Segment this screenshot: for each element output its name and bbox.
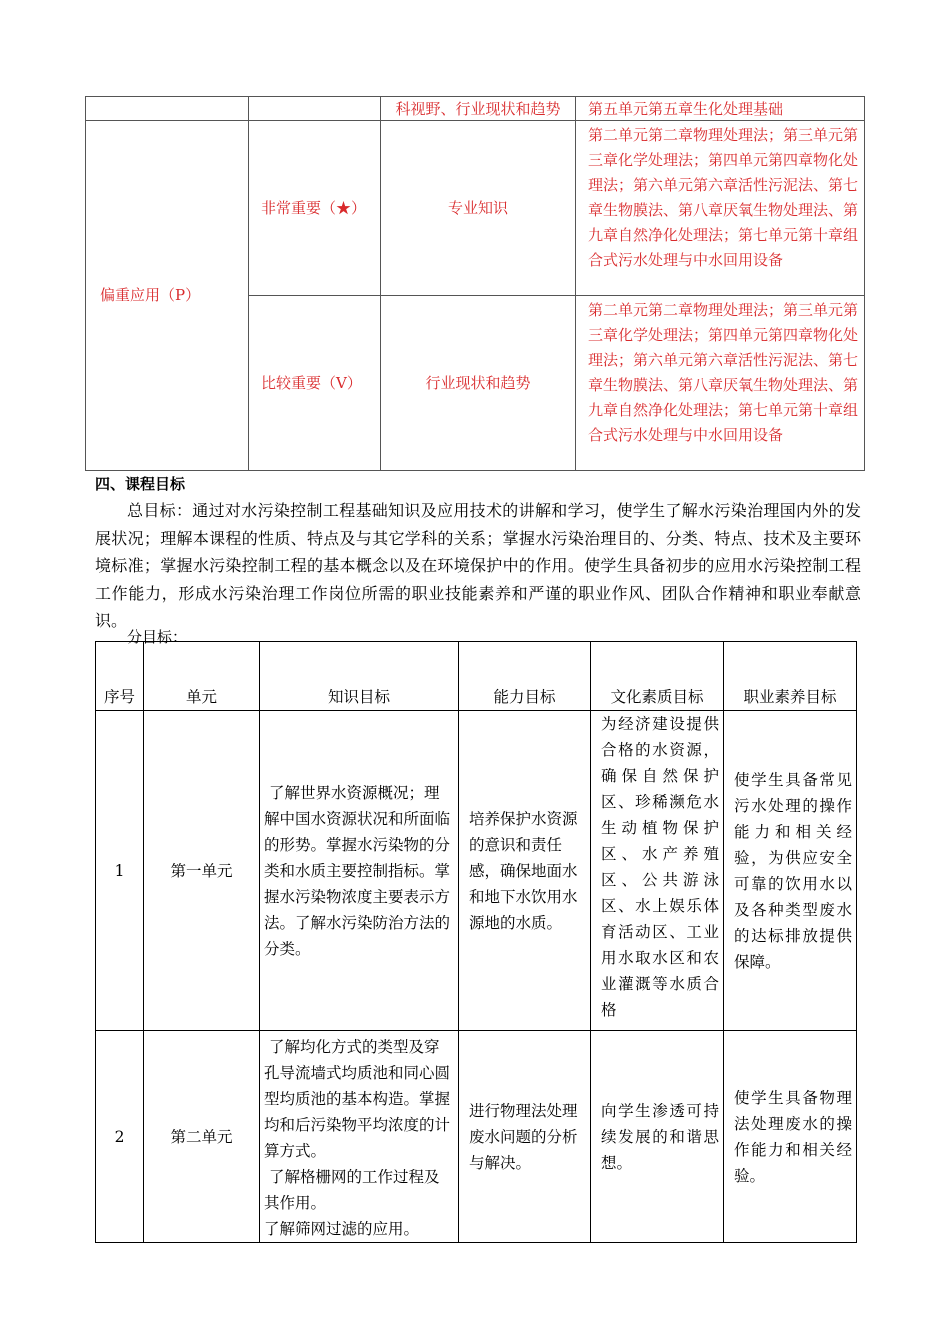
table-cell [381, 97, 576, 121]
table-cell [249, 97, 381, 121]
knowledge-text: 了解世界水资源概况；理解中国水资源状况和所面临的形势。掌握水污染物的分类和水质主要控制指标。掌握水污染物浓度主要表示方法。了解水污染防治方法的分类。 [264, 783, 451, 958]
professional-cell [724, 1031, 857, 1243]
header-ability: 能力目标 [459, 642, 591, 711]
header-culture: 文化素质目标 [591, 642, 724, 711]
knowledge-line: 了解格栅网的工作过程及其作用。 [264, 1168, 440, 1212]
unit-text: 第五单元第五章生化处理基础 [588, 100, 784, 118]
culture-text: 为经济建设提供合格的水资源，确保自然保护区、珍稀濒危水生动植物保护区、水产养殖区、公共游泳区、水上娱乐体育活动区、工业用水取水区和农业灌溉等水质合格 [601, 715, 719, 1019]
goal-table [95, 641, 857, 1243]
table-row [86, 121, 865, 296]
knowledge-line: 了解筛网过滤的应用。 [264, 1220, 420, 1238]
header-unit: 单元 [144, 642, 260, 711]
professional-cell [724, 711, 857, 1031]
knowledge-cell [260, 711, 459, 1031]
table-row [86, 97, 865, 121]
table-cell [576, 97, 865, 121]
table-cell [86, 97, 249, 121]
row-number: 1 [96, 711, 144, 1031]
table-header-row [96, 642, 857, 711]
ability-text: 培养保护水资源的意识和责任感，确保地面水和地下水饮用水源地的水质。 [469, 809, 578, 932]
culture-text: 向学生渗透可持续发展的和谐思想。 [601, 1101, 719, 1172]
ability-text: 进行物理法处理废水问题的分析与解决。 [469, 1101, 578, 1172]
culture-cell [591, 711, 724, 1031]
content-label: 行业现状和趋势 [381, 296, 576, 471]
units-text: 第二单元第二章物理处理法；第三单元第三章化学处理法；第四单元第四章物化处理法；第六单元第六章活性污泥法、第七章生物膜法、第八章厌氧生物处理法、第九章自然净化处理法；第七单元第十章组合式污水处理与中水回用设备 [576, 296, 865, 471]
content-label: 专业知识 [381, 121, 576, 296]
importance-label: 比较重要（V） [249, 296, 381, 471]
importance-label: 非常重要（★） [249, 121, 381, 296]
professional-text: 使学生具备常见污水处理的操作能力和相关经验，为供应安全可靠的饮用水以及各种类型废水的达标排放提供保障。 [734, 770, 852, 971]
table-row [96, 1031, 857, 1243]
ability-cell [459, 711, 591, 1031]
units-text: 第二单元第二章物理处理法；第三单元第三章化学处理法；第四单元第四章物化处理法；第六单元第六章活性污泥法、第七章生物膜法、第八章厌氧生物处理法、第九章自然净化处理法；第七单元第十章组合式污水处理与中水回用设备 [576, 121, 865, 296]
content-text: 科视野、行业现状和趋势 [395, 100, 561, 118]
row-unit: 第二单元 [144, 1031, 260, 1243]
header-knowledge: 知识目标 [260, 642, 459, 711]
course-content-table [85, 96, 865, 471]
culture-cell [591, 1031, 724, 1243]
header-no: 序号 [96, 642, 144, 711]
table-row [96, 711, 857, 1031]
ability-cell [459, 1031, 591, 1243]
professional-text: 使学生具备物理法处理废水的操作能力和相关经验。 [734, 1088, 852, 1185]
overall-goal-paragraph: 总目标：通过对水污染控制工程基础知识及应用技术的讲解和学习，使学生了解水污染治理国内外的发展状况；理解本课程的性质、特点及与其它学科的关系；掌握水污染治理目的、分类、特点、技术及主要环境标准；掌握水污染控制工程的基本概念以及在环境保护中的作用。使学生具备初步的应用水污染控制工程工作能力，形成水污染治理工作岗位所需的职业技能素养和严谨的职业作风、团队合作精神和职业奉献意识。 [95, 501, 861, 630]
row-number: 2 [96, 1031, 144, 1243]
sub-goal-label: 分目标： [127, 628, 188, 646]
header-professional: 职业素养目标 [724, 642, 857, 711]
group-label: 偏重应用（P） [86, 121, 249, 471]
row-unit: 第一单元 [144, 711, 260, 1031]
knowledge-line: 了解均化方式的类型及穿孔导流墙式均质池和同心圆型均质池的基本构造。掌握均和后污染物平均浓度的计算方式。 [264, 1038, 451, 1160]
section-heading: 四、课程目标 [95, 475, 186, 493]
knowledge-cell [260, 1031, 459, 1243]
